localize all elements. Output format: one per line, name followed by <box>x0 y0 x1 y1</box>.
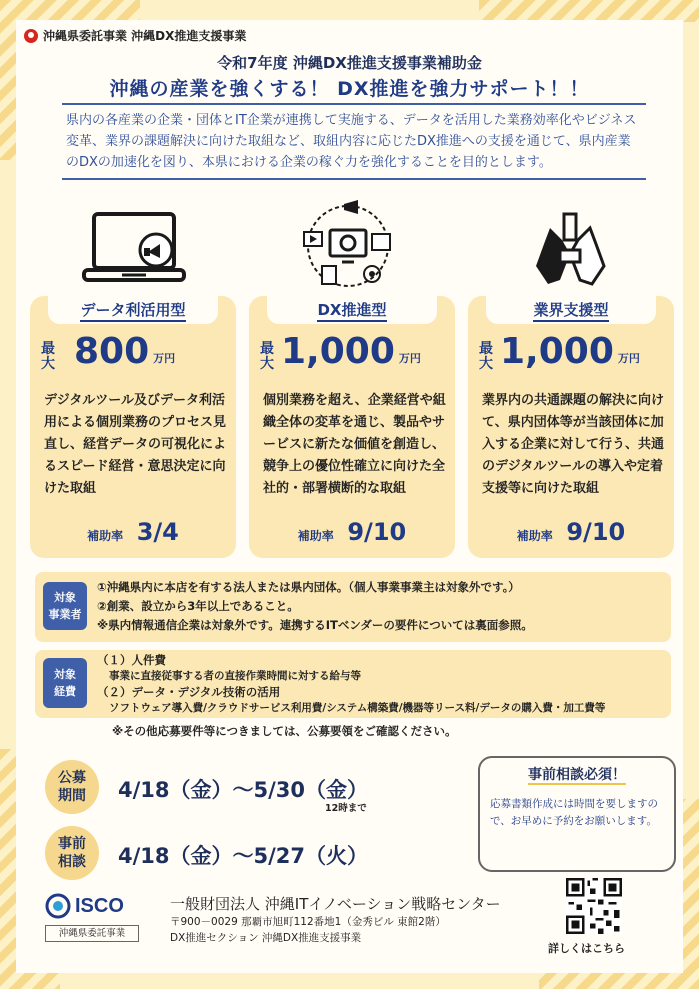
card-data-utilization <box>30 296 236 558</box>
amount: 1,000 <box>500 331 614 372</box>
consult-box <box>478 756 676 872</box>
card-industry-support <box>468 296 674 558</box>
okinawa-logo-icon <box>24 29 38 43</box>
expenses-box <box>35 650 671 718</box>
card-title: DX推進型 <box>317 301 386 322</box>
period-label: 公募 期間 <box>45 760 99 814</box>
expense-heading: （２）データ・デジタル技術の活用 <box>97 685 281 699</box>
isco-logo-icon <box>45 893 71 919</box>
rate-value: 9/10 <box>347 518 407 546</box>
card-description: デジタルツール及びデータ利活用による個別業務のプロセス見直し、経営データの可視化によるスピード経営・意思決定に向けた取組 <box>44 393 227 496</box>
rate-label: 補助率 <box>87 529 124 543</box>
eligibility-line: ②創業、設立から3年以上であること。 <box>97 599 299 613</box>
isco-tag: 沖縄県委託事業 <box>45 925 139 942</box>
page-title: 沖縄の産業を強くする！ DX推進を強力サポート！！ <box>109 78 590 100</box>
expense-detail: 事業に直接従事する者の直接作業時間に対する給与等 <box>109 670 361 682</box>
org-section: DX推進セクション 沖縄DX推進支援事業 <box>170 932 362 944</box>
expense-heading: （１）人件費 <box>97 653 166 667</box>
consult-body: 応募書類作成には時間を要しますので、お早めに予約をお願いします。 <box>490 798 658 827</box>
consult-label: 事前 相談 <box>45 826 99 880</box>
laptop-megaphone-icon <box>82 210 186 288</box>
rate-value: 9/10 <box>566 518 626 546</box>
card-title: 業界支援型 <box>533 301 608 322</box>
corner-stripes <box>479 0 699 22</box>
eligibility-line: ①沖縄県内に本店を有する法人または県内団体。（個人事業事業主は対象外です。） <box>97 580 520 594</box>
max-label: 最大 <box>479 341 493 372</box>
max-label: 最大 <box>260 341 274 372</box>
max-label: 最大 <box>41 341 55 372</box>
org-name: 一般財団法人 沖縄ITイノベーション戦略センター <box>170 895 501 913</box>
org-address: 〒900－0029 那覇市旭町112番地1（金秀ビル 東館2階） <box>170 916 446 928</box>
unit: 万円 <box>398 352 421 365</box>
qr-code-icon[interactable] <box>566 878 622 934</box>
application-period: 4/18（金）～5/30（金） <box>118 778 369 802</box>
card-description: 業界内の共通課題の解決に向けて、県内団体等が当該団体に加入する企業に対して行う、共通のデジタルツールの導入や定着支援等に向けた取組 <box>482 393 665 496</box>
card-title: データ利活用型 <box>80 301 185 322</box>
dx-network-icon <box>300 200 396 292</box>
rate-label: 補助率 <box>297 529 334 543</box>
expense-detail: ソフトウェア導入費/クラウドサービス利用費/システム構築費/機器等リース料/データの購入費・加工費等 <box>109 702 606 714</box>
consult-title: 事前相談必須！ <box>528 767 626 783</box>
card-dx-promotion <box>249 296 455 558</box>
unit: 万円 <box>617 352 640 365</box>
program-tag: 沖縄県委託事業 沖縄DX推進支援事業 <box>24 27 246 44</box>
eligibility-tag: 対象 事業者 <box>43 582 87 630</box>
rate-value: 3/4 <box>136 518 179 546</box>
eligibility-line: ※県内情報通信企業は対象外です。連携するITベンダーの要件については裏面参照。 <box>97 618 533 632</box>
amount: 1,000 <box>281 331 395 372</box>
unit: 万円 <box>153 352 176 365</box>
intro-text: 県内の各産業の企業・団体とIT企業が連携して実施する、データを活用した業務効率化やビジネス変革、業界の課題解決に向けた取組など、取組内容に応じたDX推進への支援を通じて、県内産業のDXの加速化を図り、本県における企業の稼ぐ力を強化することを目的とします。 <box>62 103 646 180</box>
isco-logo: ISCO <box>45 893 124 919</box>
rate-label: 補助率 <box>516 529 553 543</box>
card-description: 個別業務を超え、企業経営や組織全体の変革を通じ、製品やサービスに新たな価値を創造し、競争上の優位性確立に向けた全社的・部署横断的な取組 <box>263 393 446 496</box>
consultation-period: 4/18（金）～5/27（火） <box>118 844 369 868</box>
subtitle: 令和7年度 沖縄DX推進支援事業補助金 <box>217 54 482 72</box>
deadline-time: 12時まで <box>325 803 367 814</box>
qr-label: 詳しくはこちら <box>548 942 625 955</box>
teamwork-hands-icon <box>530 210 610 288</box>
expenses-tag: 対象 経費 <box>43 658 87 708</box>
eligibility-box <box>35 572 671 642</box>
amount: 800 <box>74 331 150 372</box>
requirements-note: ※その他応募要件等につきましては、公募要領をご確認ください。 <box>112 724 457 738</box>
